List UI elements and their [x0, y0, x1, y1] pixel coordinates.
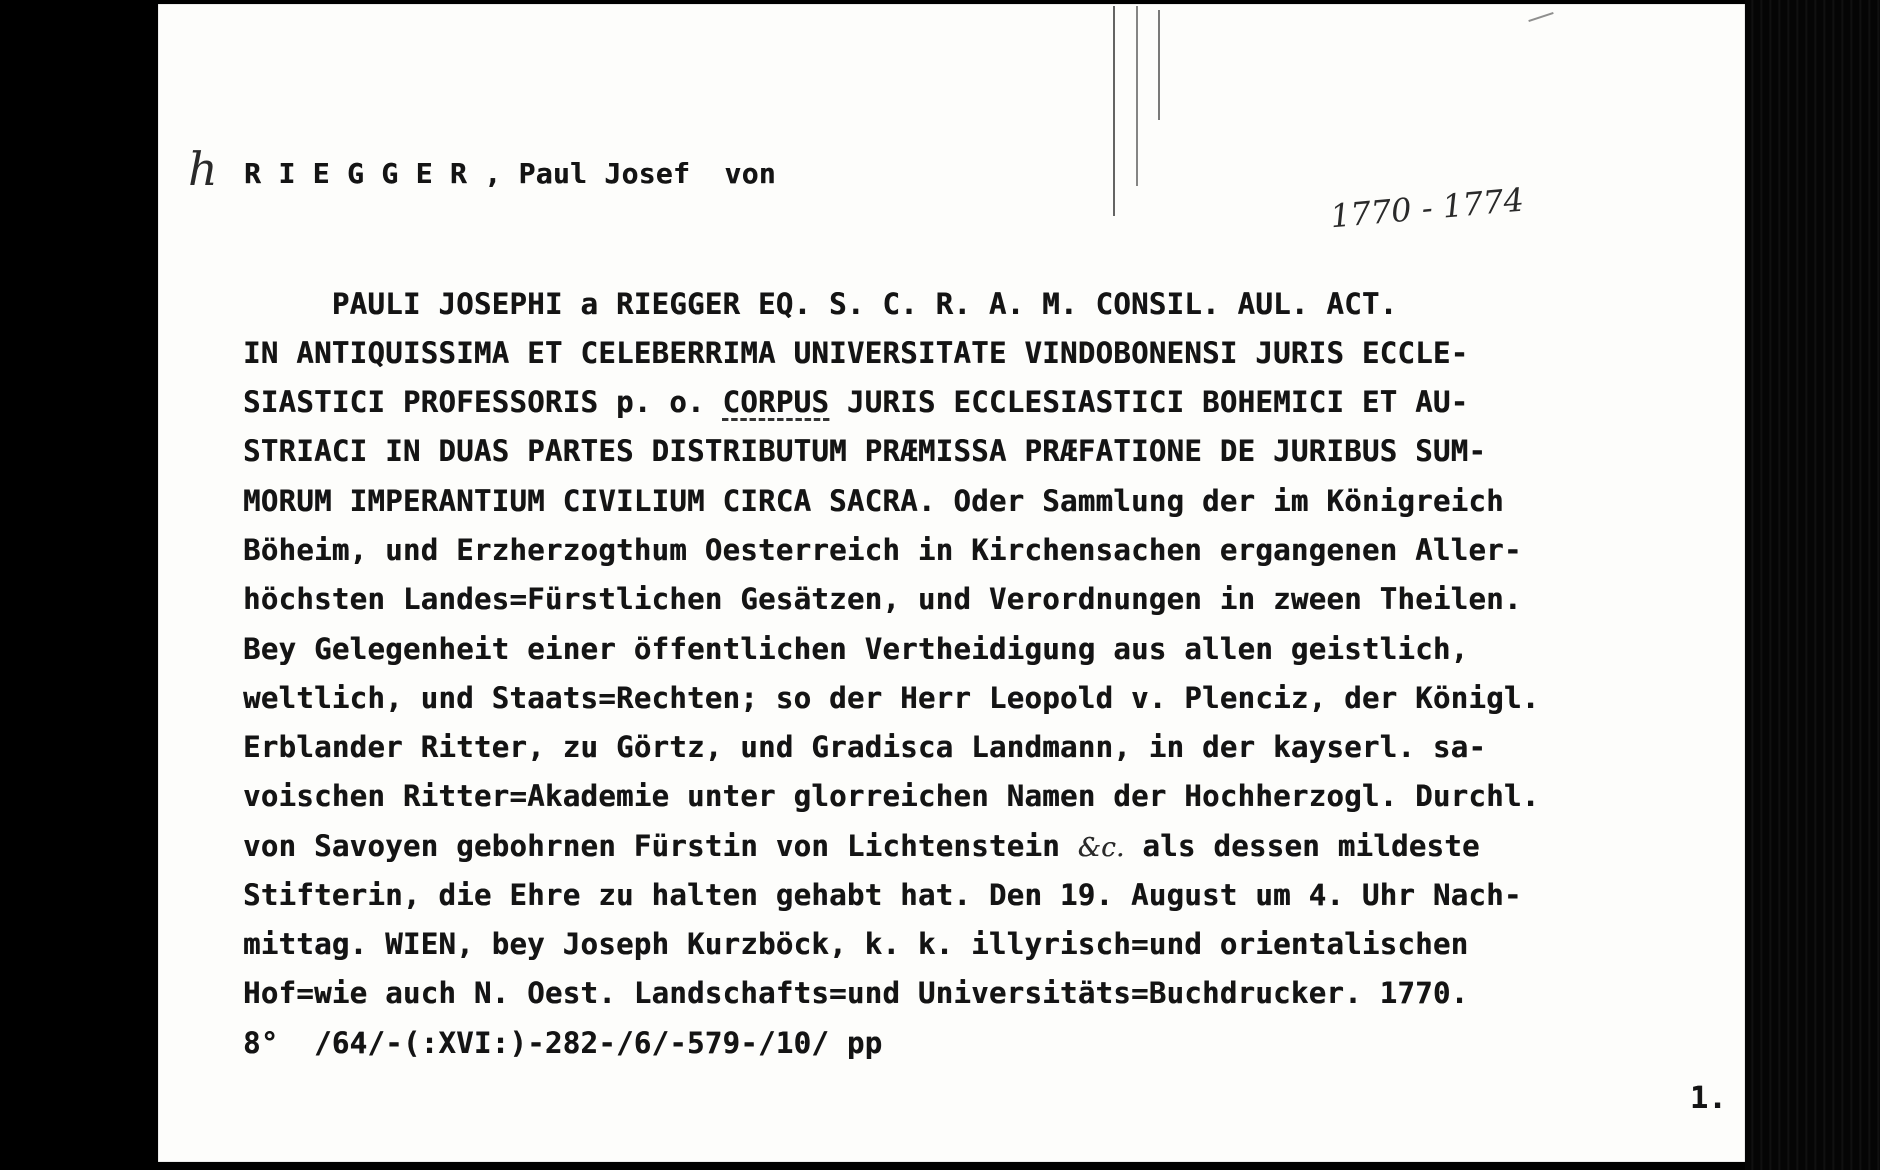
scratch-mark — [1528, 12, 1553, 22]
body-line-rest: JURIS ECCLESIASTICI BOHEMICI ET AU- — [829, 385, 1469, 419]
scratch-mark — [1113, 6, 1115, 216]
body-line: Erblander Ritter, zu Görtz, und Gradisca Landmann, in der kayserl. sa- — [243, 730, 1487, 764]
scratch-mark — [1158, 10, 1160, 120]
etc-mark: &c. — [1077, 833, 1125, 863]
body-line: IN ANTIQUISSIMA ET CELEBERRIMA UNIVERSITATE VINDOBONENSI JURIS ECCLE- — [243, 336, 1469, 370]
body-line — [243, 829, 1480, 863]
body-line: PAULI JOSEPHI a RIEGGER EQ. S. C. R. A. M. CONSIL. AUL. ACT. — [243, 287, 1398, 321]
body-line-start: SIASTICI PROFESSORIS p. o. — [243, 385, 723, 419]
card-heading: R I E G G E R , Paul Josef von — [244, 157, 776, 190]
body-line-rest: als dessen mildeste — [1124, 829, 1480, 863]
body-line — [243, 385, 1468, 419]
card-number: 1. — [1690, 1081, 1727, 1116]
body-line: mittag. WIEN, bey Joseph Kurzböck, k. k. illyrisch=und orientalischen — [243, 927, 1469, 961]
body-line: voischen Ritter=Akademie unter glorreichen Namen der Hochherzogl. Durchl. — [243, 779, 1540, 813]
body-line-start: von Savoyen gebohrnen Fürstin von Lichtenstein — [243, 829, 1078, 863]
body-line: höchsten Landes=Fürstlichen Gesätzen, und Verordnungen in zween Theilen. — [243, 582, 1522, 616]
body-line: MORUM IMPERANTIUM CIVILIUM CIRCA SACRA. Oder Sammlung der im Königreich — [243, 484, 1504, 518]
scan-border-left — [0, 0, 160, 1170]
scratch-mark — [1136, 6, 1138, 186]
body-line: Bey Gelegenheit einer öffentlichen Vertheidigung aus allen geistlich, — [243, 632, 1469, 666]
body-line: Hof=wie auch N. Oest. Landschafts=und Universitäts=Buchdrucker. 1770. — [243, 976, 1469, 1010]
catalog-card — [158, 4, 1745, 1162]
body-line: STRIACI IN DUAS PARTES DISTRIBUTUM PRÆMISSA PRÆFATIONE DE JURIBUS SUM- — [243, 434, 1487, 468]
body-line: Stifterin, die Ehre zu halten gehabt hat. Den 19. August um 4. Uhr Nach- — [243, 878, 1522, 912]
body-line: weltlich, und Staats=Rechten; so der Herr Leopold v. Plenciz, der Königl. — [243, 681, 1540, 715]
underlined-word: CORPUS — [722, 385, 830, 419]
scan-border-right — [1745, 0, 1880, 1170]
date-annotation: 1770 - 1774 — [1328, 180, 1526, 236]
margin-mark: h — [188, 142, 218, 196]
body-line: Böheim, und Erzherzogthum Oesterreich in Kirchensachen ergangenen Aller- — [243, 533, 1522, 567]
collation-line: 8° /64/-(:XVI:)-282-/6/-579-/10/ pp — [243, 1026, 883, 1060]
